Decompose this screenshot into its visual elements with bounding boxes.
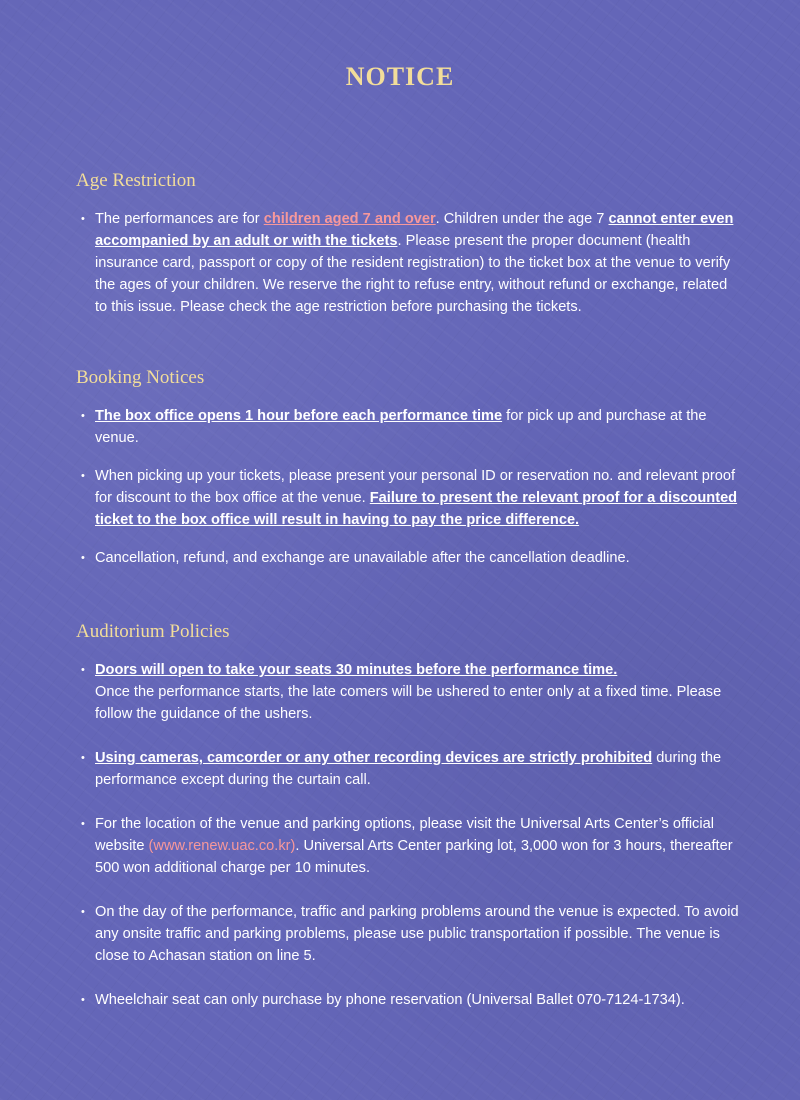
- age-restriction-heading: Age Restriction: [76, 170, 196, 191]
- auditorium-policies-list: [76, 659, 741, 1011]
- booking-notices-list: [76, 405, 741, 569]
- page-title: NOTICE: [345, 62, 455, 91]
- item-text: . Please present the proper document (health insurance card, passport or copy of the resident registration) to the ticket box at the venue to verify the ages of your children. We reserve the right to refuse entry, without refund or exchange, related to this issue. Please check the age restriction before purchasing the tickets.: [95, 233, 731, 315]
- list-item: [76, 208, 741, 318]
- age-restriction-list: [76, 208, 741, 318]
- item-text: for pick up and purchase at the venue.: [95, 408, 707, 446]
- age-restriction-section: [76, 170, 741, 334]
- list-item: [76, 901, 741, 967]
- list-item: [76, 813, 741, 879]
- list-item: [76, 989, 741, 1011]
- list-item: [76, 659, 741, 725]
- auditorium-policies-section: [76, 621, 741, 1027]
- item-text: . Children under the age 7: [435, 211, 609, 227]
- list-item: [76, 747, 741, 791]
- item-text: . Universal Arts Center parking lot, 3,000 won for 3 hours, thereafter 500 won additional charge per 10 minutes.: [95, 838, 733, 876]
- highlight-text: Doors will open to take your seats 30 minutes before the performance time.: [95, 662, 618, 678]
- booking-notices-heading: Booking Notices: [76, 367, 205, 388]
- booking-notices-section: [76, 367, 741, 585]
- item-text: For the location of the venue and parking options, please visit the Universal Arts Center’s official website: [95, 816, 714, 854]
- highlight-text: The box office opens 1 hour before each performance time: [95, 408, 503, 424]
- highlight-text: children aged 7 and over: [263, 211, 436, 227]
- item-text: When picking up your tickets, please present your personal ID or reservation no. and relevant proof for discount to the box office at the venue.: [95, 468, 736, 506]
- item-text: Once the performance starts, the late comers will be ushered to enter only at a fixed time. Please follow the guidance of the ushers.: [95, 684, 722, 722]
- highlight-text: Failure to present the relevant proof for a discounted ticket to the box office will result in having to pay the price difference.: [95, 490, 738, 528]
- highlight-text: cannot enter even accompanied by an adult or with the tickets: [95, 211, 734, 249]
- item-text: during the performance except during the curtain call.: [95, 750, 722, 788]
- auditorium-policies-heading: Auditorium Policies: [76, 621, 230, 642]
- item-text: Cancellation, refund, and exchange are unavailable after the cancellation deadline.: [95, 550, 630, 566]
- list-item: [76, 547, 741, 569]
- website-link[interactable]: (www.renew.uac.co.kr): [148, 838, 296, 854]
- item-text: On the day of the performance, traffic and parking problems around the venue is expected. To avoid any onsite traffic and parking problems, please use public transportation if possible. The venue is close to Achasan station on line 5.: [95, 904, 739, 964]
- item-text: Wheelchair seat can only purchase by phone reservation (Universal Ballet 070-7124-1734).: [95, 992, 685, 1008]
- item-text: The performances are for: [95, 211, 264, 227]
- highlight-text: Using cameras, camcorder or any other recording devices are strictly prohibited: [95, 750, 653, 766]
- list-item: [76, 465, 741, 531]
- list-item: [76, 405, 741, 449]
